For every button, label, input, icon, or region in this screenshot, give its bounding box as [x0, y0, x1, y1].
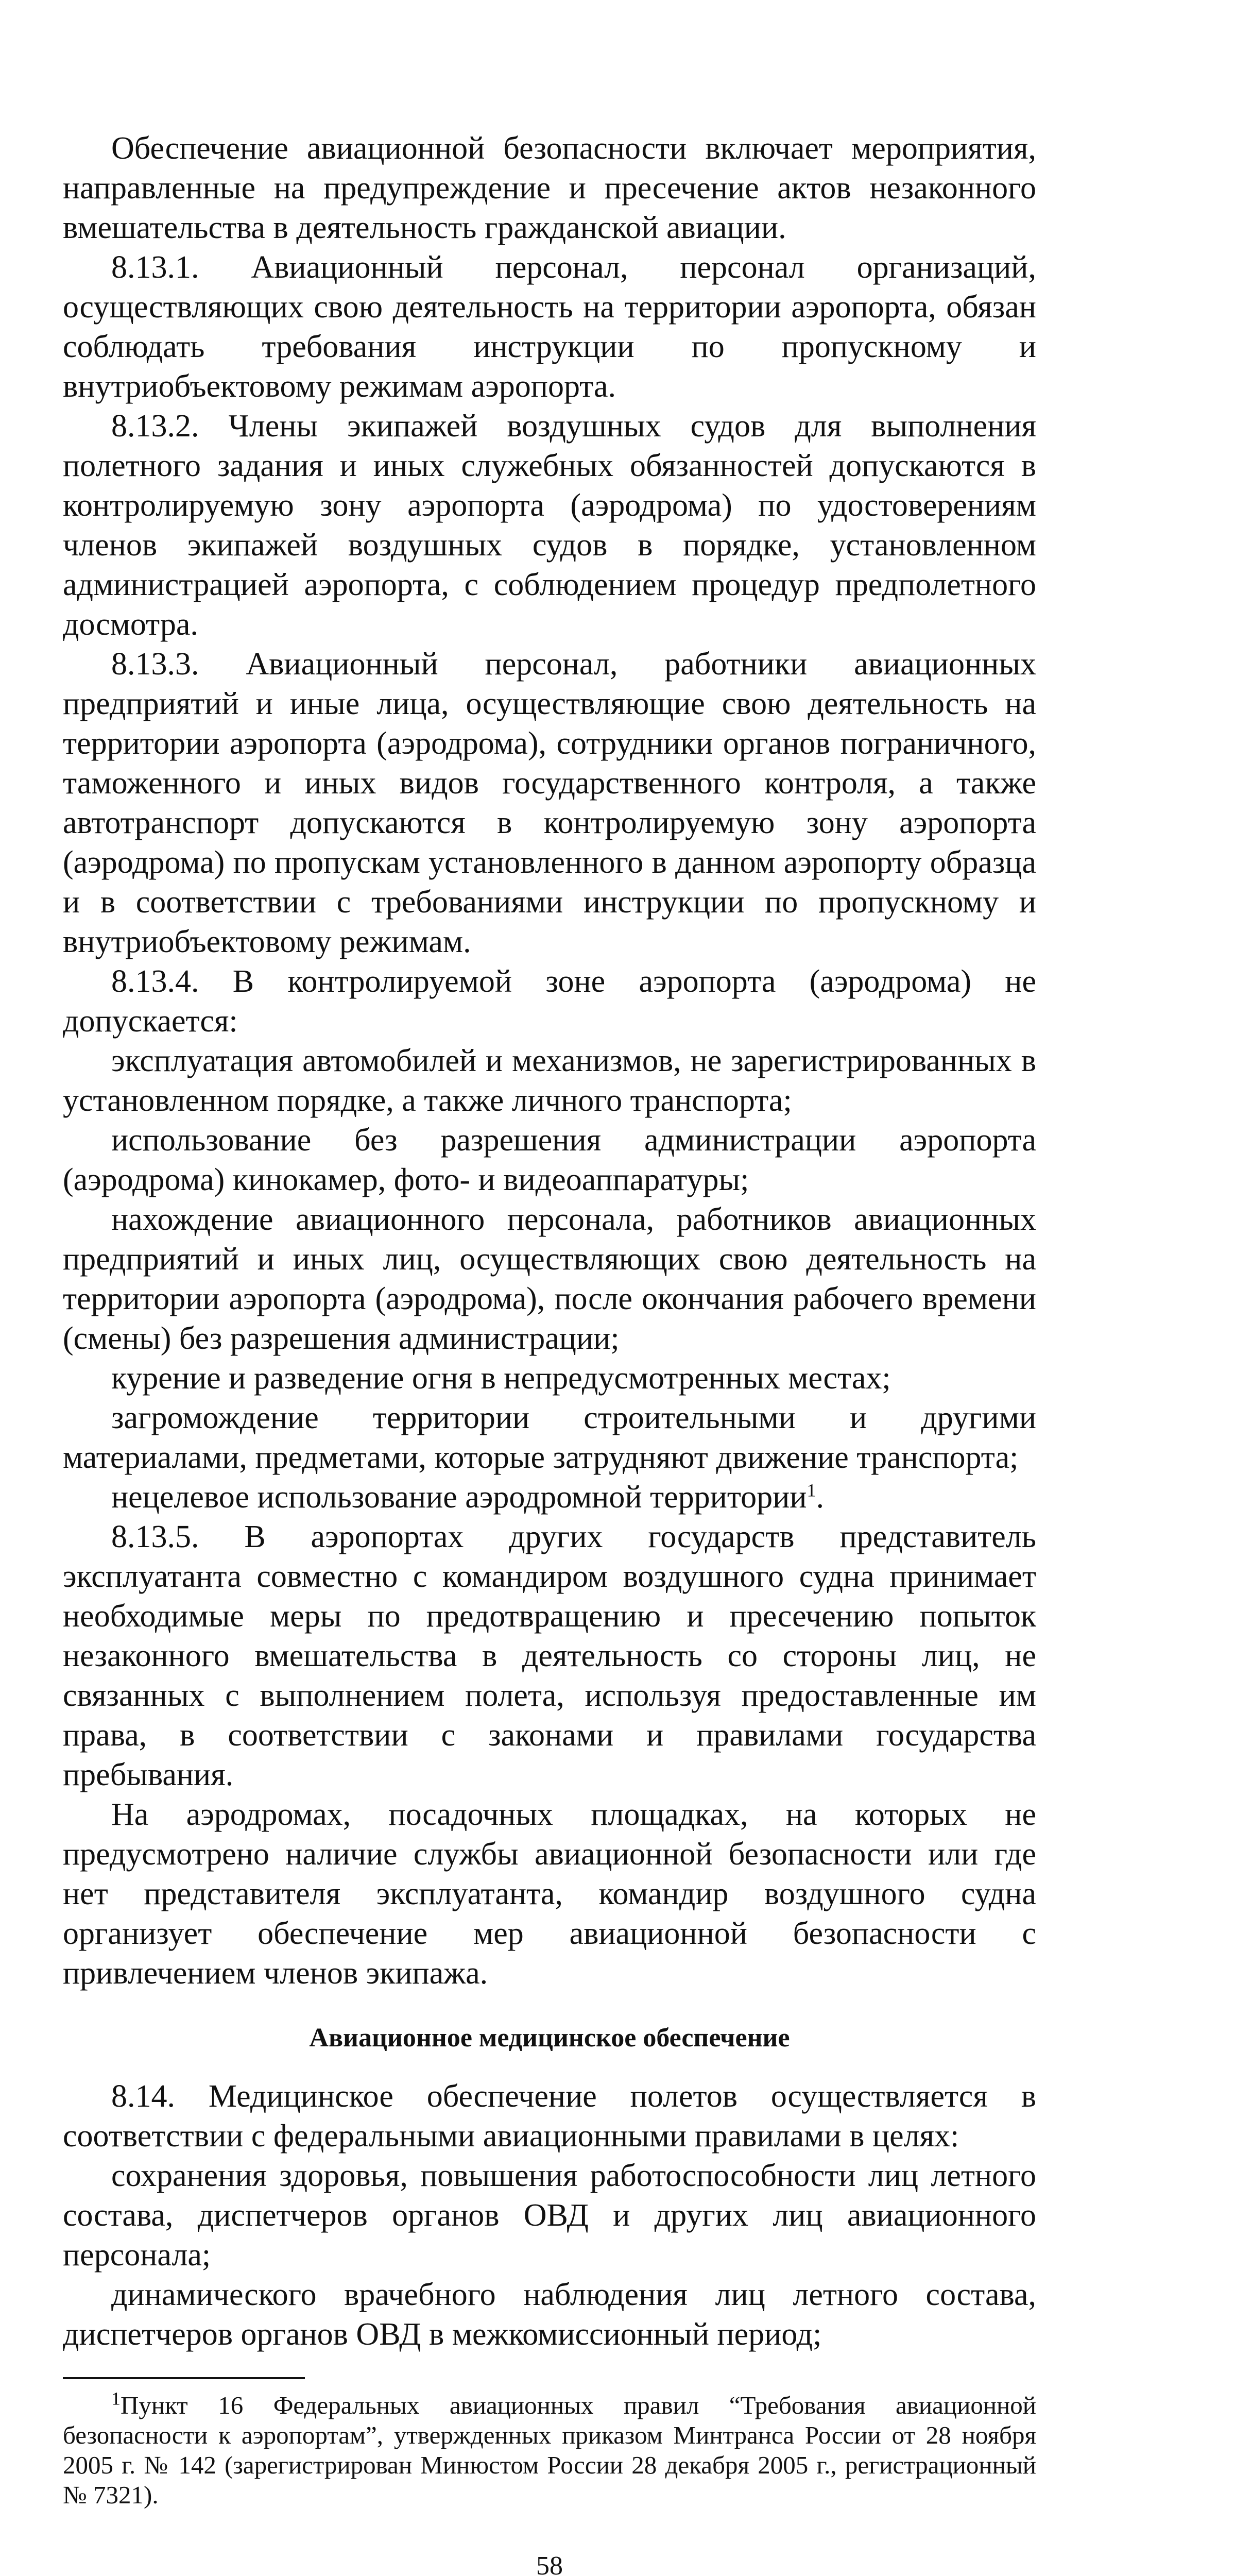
paragraph-8-13-4: 8.13.4. В контролируемой зоне аэропорта (аэродрома) не допускается: — [63, 964, 1036, 1039]
list-item: использование без разрешения администрации аэропорта (аэродрома) кинокамер, фото- и видеоаппаратуры; — [63, 1123, 1036, 1197]
list-item-tail: . — [816, 1480, 824, 1515]
list-item: загромождение территории строительными и другими материалами, предметами, которые затрудняют движение транспорта; — [63, 1400, 1036, 1475]
paragraph-8-13-2: 8.13.2. Члены экипажей воздушных судов для выполнения полетного задания и иных служебных обязанностей допускаются в контролируемую зону аэропорта (аэродрома) по удостоверениям членов экипажей воздушных судов в порядке, установленном администрацией аэропорта, с соблюдением процедур предполетного досмотра. — [63, 409, 1036, 642]
list-item: эксплуатация автомобилей и механизмов, не зарегистрированных в установленном порядке, а также личного транспорта; — [63, 1043, 1036, 1118]
footnote-text: Пункт 16 Федеральных авиационных правил “Требования авиационной безопасности к аэропортам”, утвержденных приказом Минтранса России от 28 ноября 2005 г. № 142 (зарегистрирован Минюстом России 28 декабря 2005 г., регистрационный № 7321). — [63, 2391, 1036, 2509]
paragraph: Обеспечение авиационной безопасности включает мероприятия, направленные на предупреждение и пресечение актов незаконного вмешательства в деятельность гражданской авиации. — [63, 131, 1036, 245]
paragraph-8-13-3: 8.13.3. Авиационный персонал, работники авиационных предприятий и иные лица, осуществляющие свою деятельность на территории аэропорта (аэродрома), сотрудники органов пограничного, таможенного и иных видов государственного контроля, а также автотранспорт допускаются в контролируемую зону аэропорта (аэродрома) по пропускам установленного в данном аэропорту образца и в соответствии с требованиями инструкции по пропускному и внутриобъектовому режимам. — [63, 647, 1036, 959]
section-heading: Авиационное медицинское обеспечение — [309, 2023, 790, 2053]
list-item: сохранения здоровья, повышения работоспособности лиц летного состава, диспетчеров органов ОВД и других лиц авиационного персонала; — [63, 2158, 1036, 2273]
page-number: 58 — [536, 2551, 563, 2576]
footnote-marker: 1 — [111, 2388, 121, 2409]
paragraph: На аэродромах, посадочных площадках, на которых не предусмотрено наличие службы авиационной безопасности или где нет представителя эксплуатанта, командир воздушного судна организует обеспечение мер авиационной безопасности с привлечением членов экипажа. — [63, 1797, 1036, 1991]
list-item-footnoted — [63, 1478, 1036, 1517]
list-item: нахождение авиационного персонала, работников авиационных предприятий и иных лиц, осуществляющих свою деятельность на территории аэропорта (аэродрома), после окончания рабочего времени (смены) без разрешения администрации; — [63, 1202, 1036, 1356]
list-item: курение и разведение огня в непредусмотренных местах; — [111, 1361, 891, 1396]
paragraph-8-14: 8.14. Медицинское обеспечение полетов осуществляется в соответствии с федеральными авиационными правилами в целях: — [63, 2079, 1036, 2154]
footnote-divider — [63, 2377, 305, 2379]
list-item: динамического врачебного наблюдения лиц летного состава, диспетчеров органов ОВД в межкомиссионный период; — [63, 2277, 1036, 2352]
paragraph-8-13-1: 8.13.1. Авиационный персонал, персонал организаций, осуществляющих свою деятельность на территории аэропорта, обязан соблюдать требования инструкции по пропускному и внутриобъектовому режимам аэропорта. — [63, 250, 1036, 404]
document-page — [63, 129, 1036, 2576]
list-item-text: нецелевое использование аэродромной территории — [111, 1480, 807, 1515]
footnote — [63, 2388, 1036, 2510]
paragraph-8-13-5: 8.13.5. В аэропортах других государств представитель эксплуатанта совместно с командиром воздушного судна принимает необходимые меры по предотвращению и пресечению попыток незаконного вмешательства в деятельность со стороны лиц, не связанных с выполнением полета, используя предоставленные им права, в соответствии с законами и правилами государства пребывания. — [63, 1519, 1036, 1792]
footnote-reference: 1 — [807, 1480, 816, 1501]
